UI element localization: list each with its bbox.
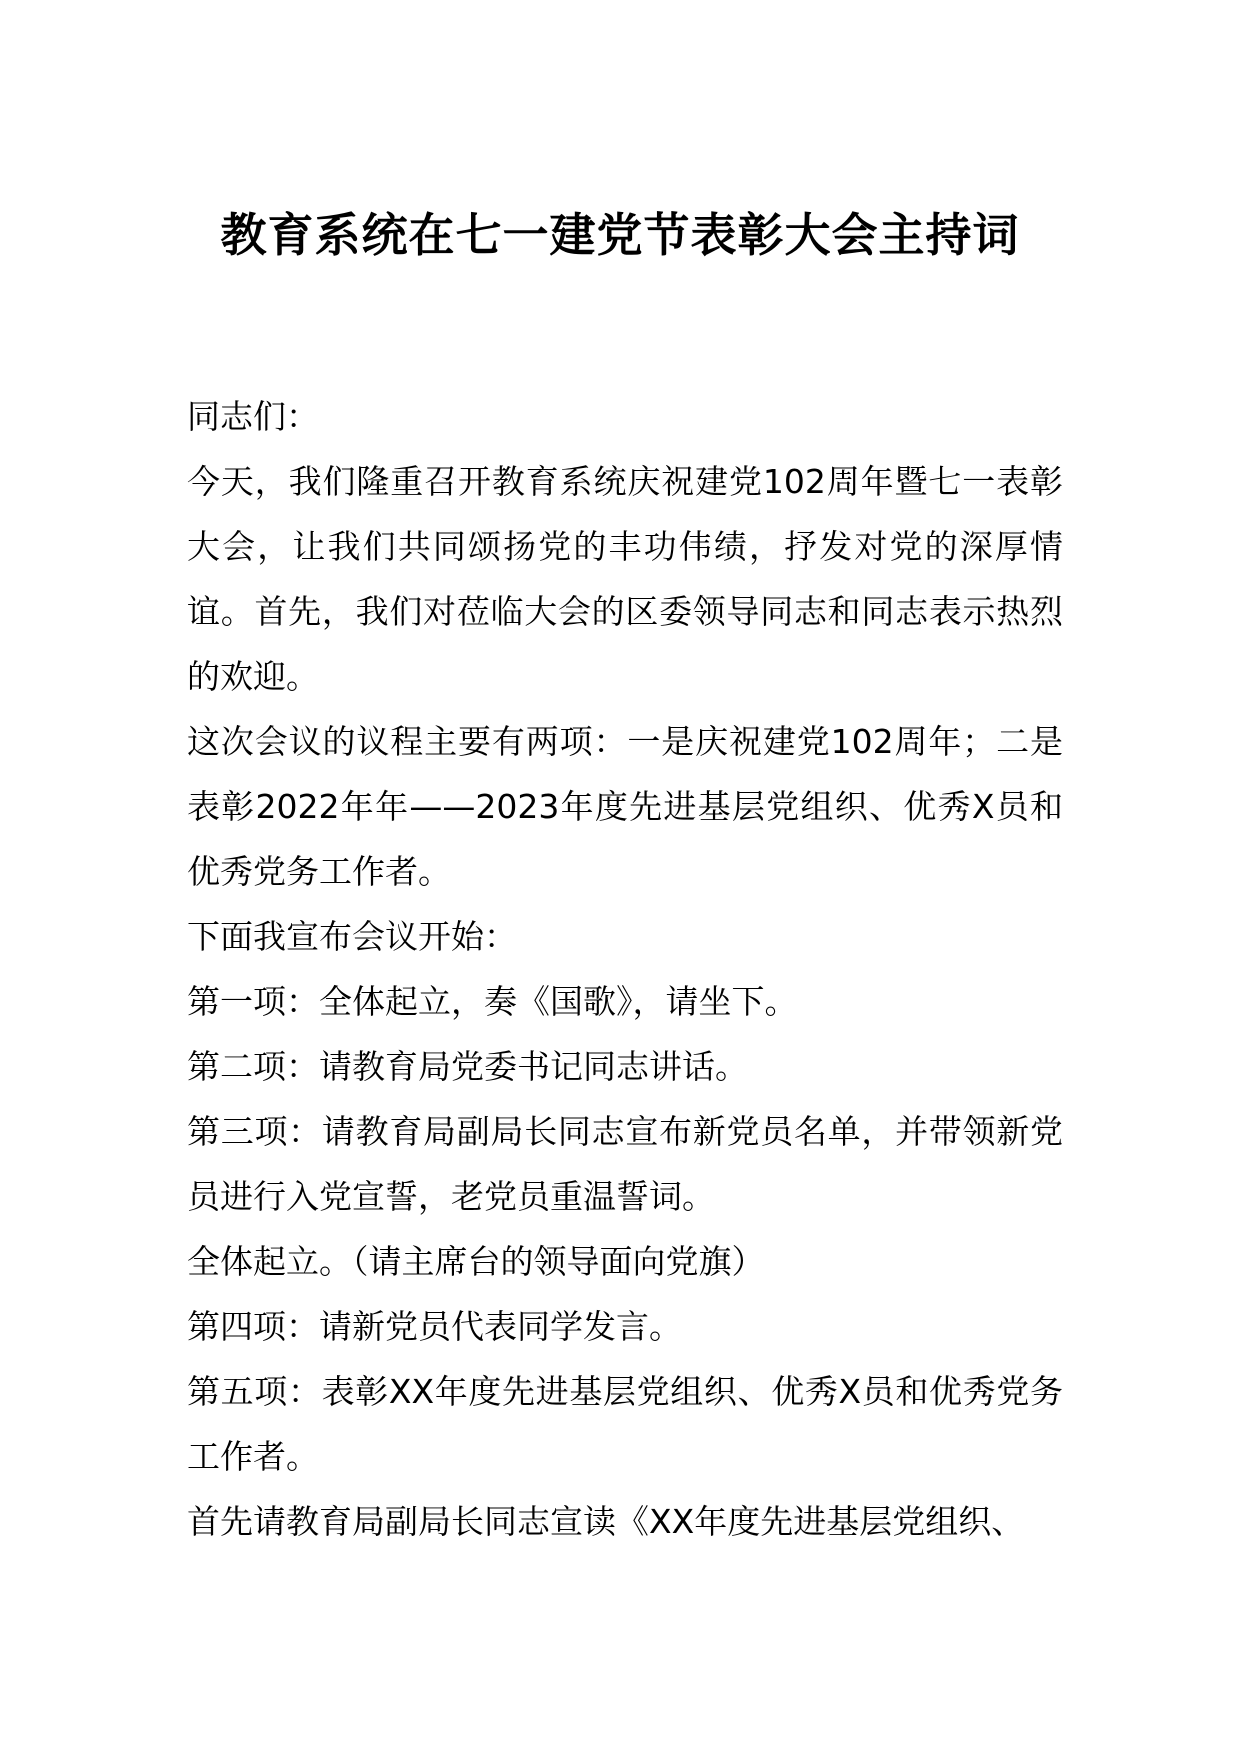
paragraph-salutation: 同志们： xyxy=(187,397,319,436)
paragraph-opening: 今天，我们隆重召开教育系统庆祝建党102周年暨七一表彰大会，让我们共同颂扬党的丰功伟绩，抒发对党的深厚情谊。首先，我们对莅临大会的区委领导同志和同志表示热烈的欢迎。 xyxy=(187,462,1063,696)
paragraph-item-2: 第二项：请教育局党委书记同志讲话。 xyxy=(187,1047,748,1086)
document-title: 教育系统在七一建党节表彰大会主持词 xyxy=(220,208,1020,262)
paragraph-stand-up: 全体起立。（请主席台的领导面向党旗） xyxy=(187,1242,765,1281)
paragraph-reading: 首先请教育局副局长同志宣读《XX年度先进基层党组织、 xyxy=(187,1502,1025,1541)
paragraph-item-3: 第三项：请教育局副局长同志宣布新党员名单，并带领新党员进行入党宣誓，老党员重温誓词。 xyxy=(187,1112,1063,1216)
paragraph-item-5: 第五项：表彰XX年度先进基层党组织、优秀X员和优秀党务工作者。 xyxy=(187,1372,1063,1476)
paragraph-item-1: 第一项：全体起立，奏《国歌》，请坐下。 xyxy=(187,982,798,1021)
paragraph-item-4: 第四项：请新党员代表同学发言。 xyxy=(187,1307,682,1346)
document-body xyxy=(187,384,1063,1554)
paragraph-agenda: 这次会议的议程主要有两项：一是庆祝建党102周年；二是表彰2022年年——2023年度先进基层党组织、优秀X员和优秀党务工作者。 xyxy=(187,722,1063,891)
paragraph-announce-start: 下面我宣布会议开始： xyxy=(187,917,517,956)
